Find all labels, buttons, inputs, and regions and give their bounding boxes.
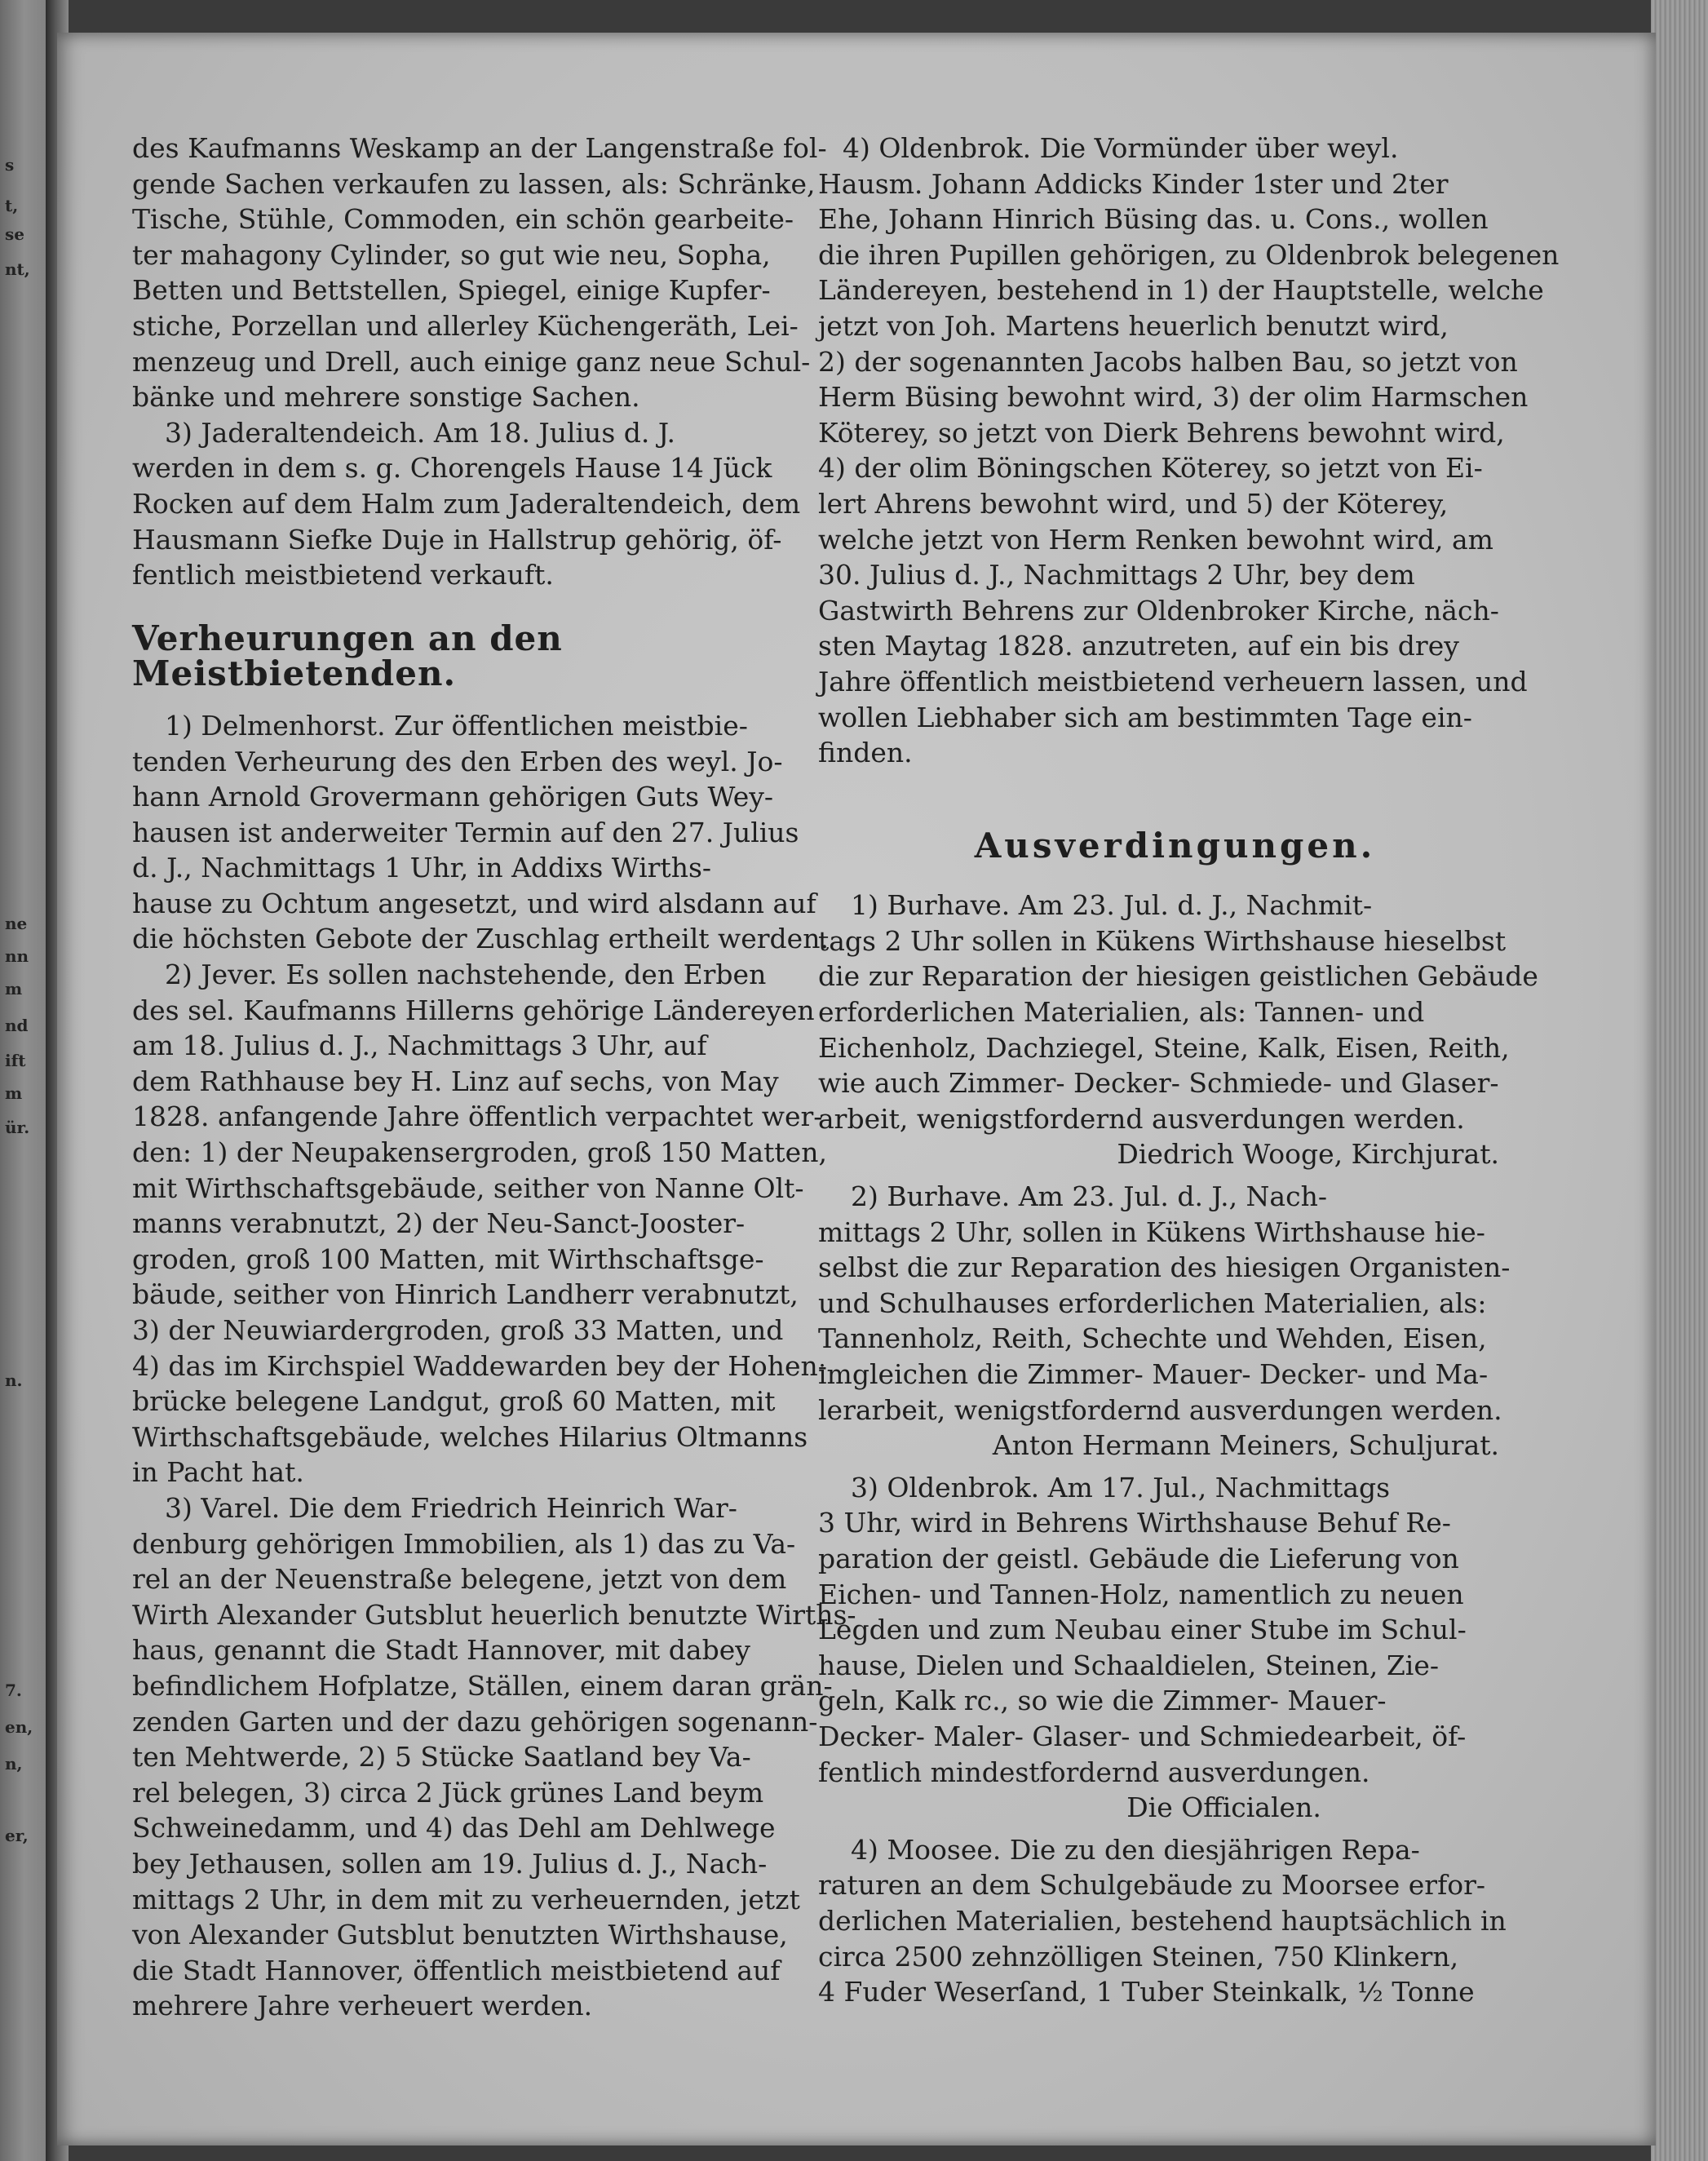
text-line: Tannenholz, Reith, Schechte und Wehden, Eisen, (818, 1322, 1487, 1355)
text-line: brücke belegene Landgut, groß 60 Matten, mit (132, 1385, 776, 1418)
text-line: 4) das im Kirchspiel Waddewarden bey der Hohen- (132, 1349, 827, 1382)
text-line: stiche, Porzellan und allerley Küchengeräth, Lei- (132, 309, 799, 342)
text-line: rel belegen, 3) circa 2 Jück grünes Land beym (132, 1776, 764, 1809)
text-line: Wirthschaftsgebäude, welches Hilarius Oltmanns (132, 1420, 808, 1453)
text-line: selbst die zur Reparation des hiesigen Organisten- (818, 1251, 1511, 1284)
text-line: lert Ahrens bewohnt wird, und 5) der Köterey, (818, 487, 1449, 520)
text-line: die ihren Pupillen gehörigen, zu Oldenbrok belegenen (818, 238, 1560, 271)
left-column (132, 131, 856, 2024)
paragraph-jever (132, 957, 827, 1490)
text-line: paration der geistl. Gebäude die Lieferung von (818, 1542, 1459, 1574)
text-line: 3) der Neuwiardergroden, groß 33 Matten, und (132, 1314, 784, 1346)
section-heading-ausverdingungen: Ausverdingungen. (974, 825, 1376, 866)
text-line: am 18. Julius d. J., Nachmittags 3 Uhr, auf (132, 1030, 707, 1062)
text-line: 3) Jaderaltendeich. Am 18. Julius d. J. (165, 416, 676, 449)
signature-kirchjurat: Diedrich Wooge, Kirchjurat. (1117, 1138, 1499, 1171)
text-line: Eichen- und Tannen-Holz, namentlich zu neuen (818, 1578, 1464, 1610)
text-line: Köterey, so jetzt von Dierk Behrens bewohnt wird, (818, 416, 1505, 449)
text-line: arbeit, wenigstfordernd ausverdungen werden. (818, 1102, 1465, 1135)
paragraph-burhave-1 (818, 888, 1538, 1172)
right-column (818, 131, 1560, 2010)
text-line: wie auch Zimmer- Decker- Schmiede- und Glaser- (818, 1067, 1499, 1100)
text-line: werden in dem s. g. Chorengels Hause 14 Jück (132, 452, 772, 485)
text-line: in Pacht hat. (132, 1456, 304, 1489)
margin-fragment: s (5, 155, 15, 175)
text-line: rel an der Neuenstraße belegene, jetzt von dem (132, 1563, 787, 1596)
text-line: Betten und Bettstellen, Spiegel, einige Kupfer- (132, 274, 771, 307)
text-line: die Stadt Hannover, öffentlich meistbietend auf (132, 1954, 781, 1986)
margin-fragment: se (5, 224, 24, 244)
text-line: mit Wirthschaftsgebäude, seither von Nanne Olt- (132, 1171, 804, 1204)
margin-fragment: m (5, 979, 23, 999)
text-line: hause zu Ochtum angesetzt, und wird alsdann auf (132, 887, 816, 919)
text-line: fentlich mindestfordernd ausverdungen. (818, 1756, 1370, 1788)
text-line: Herm Büsing bewohnt wird, 3) der olim Harmschen (818, 381, 1529, 414)
paragraph-burhave-2 (818, 1179, 1532, 1464)
text-line: Decker- Maler- Glaser- und Schmiedearbeit, öf- (818, 1720, 1467, 1752)
text-line: 1828. anfangende Jahre öffentlich verpachtet wer- (132, 1100, 823, 1133)
text-line: 4) Oldenbrok. Die Vormünder über weyl. (843, 132, 1399, 164)
text-line: tags 2 Uhr sollen in Kükens Wirthshause hieselbst (818, 924, 1507, 957)
text-line: haus, genannt die Stadt Hannover, mit dabey (132, 1634, 750, 1667)
text-line: und Schulhauses erforderlichen Materialien, als: (818, 1286, 1487, 1319)
text-line: mittags 2 Uhr, in dem mit zu verheuernden, jetzt (132, 1883, 800, 1915)
text-line: imgleichen die Zimmer- Mauer- Decker- und Ma- (818, 1358, 1489, 1390)
text-line: ter mahagony Cylinder, so gut wie neu, Sopha, (132, 238, 771, 271)
margin-fragment: nd (5, 1016, 29, 1035)
text-line: die zur Reparation der hiesigen geistlichen Gebäude (818, 960, 1538, 993)
text-line: 4) Moosee. Die zu den diesjährigen Repa- (851, 1833, 1420, 1866)
text-line: gende Sachen verkaufen zu lassen, als: Schränke, (132, 167, 816, 200)
text-line: die höchsten Gebote der Zuschlag ertheilt werden. (132, 923, 829, 955)
signature-officialen: Die Officialen. (1126, 1791, 1321, 1824)
text-line: hann Arnold Grovermann gehörigen Guts Wey- (132, 781, 774, 813)
margin-fragment: n. (5, 1371, 23, 1390)
text-line: Gastwirth Behrens zur Oldenbroker Kirche, näch- (818, 594, 1499, 627)
text-line: menzeug und Drell, auch einige ganz neue Schul- (132, 345, 811, 378)
text-line: 1) Burhave. Am 23. Jul. d. J., Nachmit- (851, 889, 1373, 922)
margin-fragment: ift (5, 1051, 26, 1070)
text-line: bänke und mehrere sonstige Sachen. (132, 381, 640, 414)
text-line: Ehe, Johann Hinrich Büsing das. u. Cons., wollen (818, 203, 1489, 236)
text-line: denburg gehörigen Immobilien, als 1) das zu Va- (132, 1527, 796, 1560)
text-line: von Alexander Gutsblut benutzten Wirthshause, (132, 1919, 788, 1951)
paragraph-weskamp-sale (132, 131, 827, 415)
text-line: d. J., Nachmittags 1 Uhr, in Addixs Wirths- (132, 852, 712, 884)
text-line: des Kaufmanns Weskamp an der Langenstraße fol- (132, 132, 827, 164)
text-line: zenden Garten und der dazu gehörigen sogenann- (132, 1705, 818, 1738)
text-line: sten Maytag 1828. anzutreten, auf ein bis drey (818, 630, 1459, 662)
text-line: Hausm. Johann Addicks Kinder 1ster und 2ter (818, 167, 1449, 200)
paragraph-oldenbrok-ausverdingung (818, 1470, 1532, 1826)
text-line: lerarbeit, wenigstfordernd ausverdungen werden. (818, 1393, 1502, 1426)
paragraph-varel (132, 1490, 856, 2024)
text-line: circa 2500 zehnzölligen Steinen, 750 Klinkern, (818, 1940, 1459, 1973)
text-line: welche jetzt von Herm Renken bewohnt wird, am (818, 523, 1493, 556)
text-line: jetzt von Joh. Martens heuerlich benutzt wird, (818, 309, 1449, 342)
margin-fragment: 7. (5, 1681, 22, 1700)
text-line: mittags 2 Uhr, sollen in Kükens Wirthshause hie- (818, 1216, 1485, 1248)
text-line: finden. (818, 737, 913, 769)
margin-fragment: n, (5, 1754, 23, 1774)
text-line: Rocken auf dem Halm zum Jaderaltendeich, dem (132, 487, 801, 520)
text-line: 2) der sogenannten Jacobs halben Bau, so jetzt von (818, 345, 1518, 378)
paragraph-oldenbrok-verheurung (818, 131, 1560, 771)
text-line: Ländereyen, bestehend in 1) der Hauptstelle, welche (818, 274, 1544, 307)
text-line: ten Mehtwerde, 2) 5 Stücke Saatland bey Va- (132, 1741, 751, 1774)
text-line: Jahre öffentlich meistbietend verheuern lassen, und (818, 665, 1528, 697)
text-line: 2) Burhave. Am 23. Jul. d. J., Nach- (851, 1180, 1327, 1213)
section-heading-verheurungen: Verheurungen an den Meistbietenden. (132, 618, 563, 694)
text-line: des sel. Kaufmanns Hillerns gehörige Ländereyen (132, 994, 815, 1026)
text-line: 3) Varel. Die dem Friedrich Heinrich War- (165, 1491, 737, 1524)
text-line: tenden Verheurung des den Erben des weyl. Jo- (132, 745, 783, 777)
text-line: 3) Oldenbrok. Am 17. Jul., Nachmittags (851, 1471, 1391, 1503)
text-line: bey Jethausen, sollen am 19. Julius d. J., Nach- (132, 1847, 768, 1880)
page-stack-edge (1651, 0, 1708, 2161)
paragraph-moosee (818, 1832, 1532, 2010)
text-line: Tische, Stühle, Commoden, ein schön gearbeite- (132, 203, 794, 236)
text-line: manns verabnutzt, 2) der Neu-Sanct-Jooster- (132, 1207, 746, 1240)
text-line: 30. Julius d. J., Nachmittags 2 Uhr, bey dem (818, 559, 1415, 591)
margin-fragment: m (5, 1083, 23, 1103)
text-line: fentlich meistbietend verkauft. (132, 559, 554, 591)
text-line: groden, groß 100 Matten, mit Wirthschaftsge- (132, 1242, 764, 1275)
paragraph-delmenhorst (132, 708, 829, 957)
text-line: 4) der olim Böningschen Köterey, so jetzt von Ei- (818, 452, 1483, 485)
page-sheet (57, 33, 1656, 2146)
text-line: wollen Liebhaber sich am bestimmten Tage ein- (818, 701, 1472, 733)
text-line: dem Rathhause bey H. Linz auf sechs, von May (132, 1065, 779, 1097)
text-line: Schweinedamm, und 4) das Dehl am Dehlwege (132, 1812, 776, 1844)
paragraph-jaderaltendeich (132, 415, 805, 593)
margin-fragment: nn (5, 946, 29, 966)
text-line: Wirth Alexander Gutsblut heuerlich benutzte Wirths- (132, 1598, 856, 1631)
text-line: Legden und zum Neubau einer Stube im Schul- (818, 1614, 1467, 1646)
margin-fragment: ür. (5, 1118, 30, 1137)
text-line: hausen ist anderweiter Termin auf den 27. Julius (132, 816, 799, 848)
signature-schuljurat: Anton Hermann Meiners, Schuljurat. (992, 1429, 1499, 1462)
text-line: den: 1) der Neupakensergroden, groß 150 Matten, (132, 1136, 827, 1169)
text-line: 4 Fuder Weserſand, 1 Tuber Steinkalk, ½ Tonne (818, 1976, 1475, 2008)
margin-fragment: er, (5, 1826, 29, 1845)
text-line: 2) Jever. Es sollen nachstehende, den Erben (165, 959, 767, 991)
text-line: erforderlichen Materialien, als: Tannen- und (818, 996, 1425, 1029)
text-line: 3 Uhr, wird in Behrens Wirthshause Behuf Re- (818, 1507, 1451, 1539)
text-line: Hausmann Siefke Duje in Hallstrup gehörig, öf- (132, 523, 782, 556)
margin-fragment: ne (5, 914, 28, 933)
margin-fragment: t, (5, 196, 19, 215)
text-line: Eichenholz, Dachziegel, Steine, Kalk, Eisen, Reith, (818, 1031, 1510, 1064)
text-line: befindlichem Hofplatze, Ställen, einem daran grän- (132, 1669, 833, 1702)
text-line: hause, Dielen und Schaaldielen, Steinen, Zie- (818, 1649, 1440, 1681)
text-line: derlichen Materialien, bestehend hauptsächlich in (818, 1904, 1507, 1937)
margin-fragment: en, (5, 1717, 33, 1737)
text-line: 1) Delmenhorst. Zur öffentlichen meistbie- (165, 709, 748, 742)
text-line: geln, Kalk rc., so wie die Zimmer- Mauer- (818, 1685, 1387, 1717)
text-line: raturen an dem Schulgebäude zu Moorsee erfor- (818, 1869, 1486, 1902)
margin-fragment: nt, (5, 259, 30, 279)
text-line: bäude, seither von Hinrich Landherr verabnutzt, (132, 1278, 799, 1311)
text-line: mehrere Jahre verheuert werden. (132, 1990, 593, 2022)
